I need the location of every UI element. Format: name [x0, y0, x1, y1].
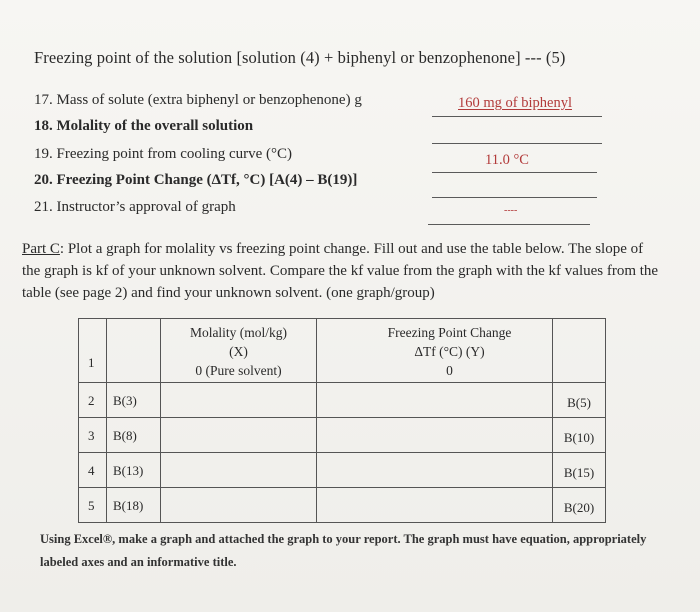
answer-19: 11.0 °C: [485, 152, 529, 168]
answer-17: 160 mg of biphenyl: [458, 95, 572, 111]
question-21: 21. Instructor’s approval of graph: [34, 199, 236, 215]
molality-header-cell: Molality (mol/kg) (X) 0 (Pure solvent): [161, 319, 317, 383]
answer-line-18: [432, 143, 602, 144]
table-row: 4 B(13) B(15): [79, 453, 606, 488]
table-row: 2 B(3) B(5): [79, 383, 606, 418]
instructions-footer: Using Excel®, make a graph and attached the graph to your report. The graph must have equation, appropriately labeled axes and an informative title.: [40, 532, 647, 569]
question-20: 20. Freezing Point Change (ΔTf, °C) [A(4) – B(19)]: [34, 172, 358, 188]
part-c-text: : Plot a graph for molality vs freezing point change. Fill out and use the table below. The slope of the graph is kf of your unknown solvent. Compare the kf value from the graph with the kf values from the table (see page 2) and find your unknown solvent. (one graph/group): [22, 241, 659, 301]
question-19: 19. Freezing point from cooling curve (°C): [34, 146, 293, 162]
table-header-row: [79, 319, 606, 383]
answer-line-19: [432, 172, 597, 173]
question-18: 18. Molality of the overall solution: [34, 118, 254, 134]
answer-line-17: [432, 116, 602, 117]
row-number-cell: 1: [79, 319, 107, 383]
molality-table: [78, 318, 606, 523]
table-row: 3 B(8) B(10): [79, 418, 606, 453]
section-heading: Freezing point of the solution [solution (4) + biphenyl or benzophenone] --- (5): [34, 48, 566, 67]
answer-line-20: [432, 197, 597, 198]
answer-21: ----: [504, 205, 518, 216]
fp-change-header-cell: Freezing Point Change ΔTf (°C) (Y) 0: [317, 319, 553, 383]
table-row: 5 B(18) B(20): [79, 488, 606, 523]
part-c-label: Part C: [22, 241, 60, 257]
answer-line-21: [428, 224, 590, 225]
part-c-paragraph: [22, 238, 662, 304]
question-17: 17. Mass of solute (extra biphenyl or benzophenone) g: [34, 92, 362, 108]
